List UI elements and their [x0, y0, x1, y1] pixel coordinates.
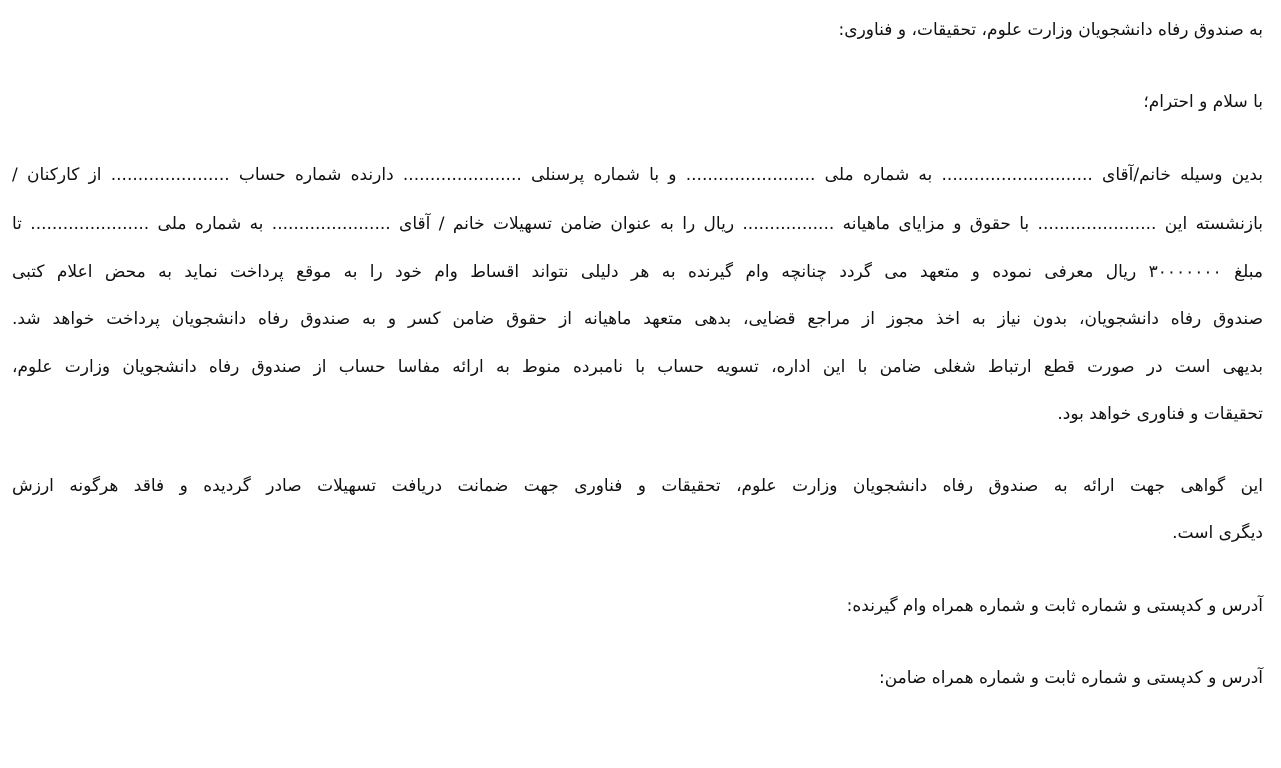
paragraph-line: این گواهی جهت ارائه به صندوق رفاه دانشجویان وزارت علوم، تحقیقات و فناوری جهت ضمانت دریافت تسهیلات صادر گردیده و فاقد هرگونه ارزش [12, 476, 1263, 496]
paragraph-line: دیگری است. [1172, 523, 1263, 543]
greeting-line: با سلام و احترام؛ [1143, 92, 1263, 112]
recipient-line: به صندوق رفاه دانشجویان وزارت علوم، تحقیقات، و فناوری: [838, 20, 1263, 40]
paragraph-line: تحقیقات و فناوری خواهد بود. [1057, 404, 1263, 424]
paragraph-line: مبلغ ۳۰۰۰۰۰۰۰ ریال معرفی نموده و متعهد می گردد چنانچه وام گیرنده به هر دلیلی نتواند اقساط وام خود را به موقع پرداخت نماید به محض اعلام کتبی [12, 262, 1263, 282]
paragraph-line: بدین وسیله خانم/آقای ............................ به شماره ملی ........................ و با شماره پرسنلی ...................... دارنده شماره حساب ...................... از کارکنان / [12, 165, 1263, 185]
paragraph-line: بدیهی است در صورت قطع ارتباط شغلی ضامن با این اداره، تسویه حساب با نامبرده منوط به ارائه مفاسا حساب از صندوق رفاه دانشجویان وزارت علوم، [12, 357, 1263, 377]
borrower-address-label: آدرس و کدپستی و شماره ثابت و شماره همراه وام گیرنده: [846, 596, 1263, 616]
paragraph-line: صندوق رفاه دانشجویان، بدون نیاز به اخذ مجوز از مراجع قضایی، بدهی متعهد ماهیانه از حقوق ضامن کسر و به صندوق رفاه دانشجویان پرداخت خواهد شد. [12, 309, 1263, 329]
paragraph-line: بازنشسته این ...................... با حقوق و مزایای ماهیانه ................. ریال را به عنوان ضامن تسهیلات خانم / آقای ...................... به شماره ملی ...................... تا [12, 214, 1263, 234]
guarantor-address-label: آدرس و کدپستی و شماره ثابت و شماره همراه ضامن: [879, 668, 1263, 688]
